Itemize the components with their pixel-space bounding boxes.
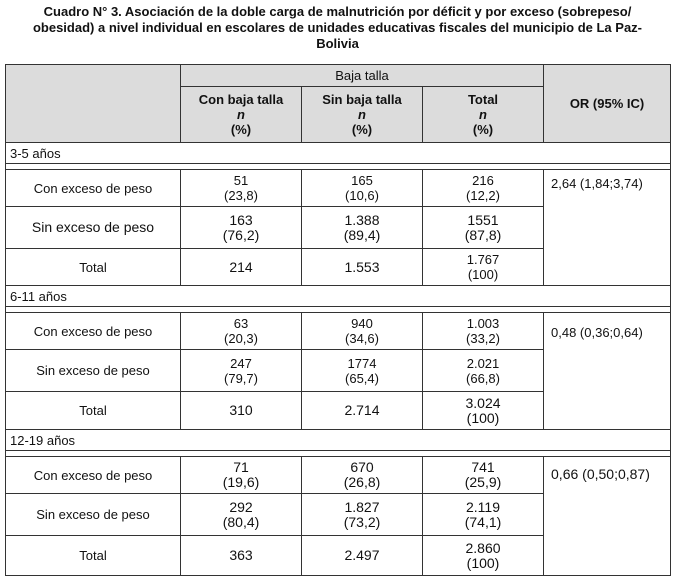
header-row-group <box>6 65 671 87</box>
cell-pct: (100) <box>466 409 500 426</box>
cell-n: 292 <box>229 498 253 515</box>
header-corner <box>6 65 181 87</box>
cell-n: 51 <box>233 173 249 188</box>
cell-n: 1551 <box>467 211 499 228</box>
header-col-label: Con baja talla <box>198 92 284 107</box>
cell <box>423 170 544 207</box>
cell-n: 71 <box>233 459 249 475</box>
cell <box>302 457 423 494</box>
cell-n: 2.860 <box>465 539 501 556</box>
section-row <box>6 143 671 164</box>
caption-line-1: Cuadro N° 3. Asociación de la doble carga de malnutrición por déficit y por exceso (sobrepeso/ <box>43 4 632 19</box>
cell: 1.553 <box>302 249 423 286</box>
cell-pct: (19,6) <box>222 474 260 490</box>
section-row <box>6 430 671 451</box>
cell <box>181 313 302 350</box>
cell-n: 163 <box>229 211 253 228</box>
cell: 2.497 <box>302 536 423 576</box>
cell-pct: (87,8) <box>464 226 502 243</box>
cell-pct: (10,6) <box>345 188 379 203</box>
cell <box>302 350 423 392</box>
table-caption <box>0 4 675 52</box>
row-label: Con exceso de peso <box>6 313 181 350</box>
cell: 2.714 <box>302 392 423 430</box>
header-col-label: Total <box>467 92 499 107</box>
cell <box>302 207 423 249</box>
cell <box>181 207 302 249</box>
cell-pct: (73,2) <box>343 513 381 530</box>
cell-n: 2.119 <box>466 498 500 515</box>
cell-pct: (89,4) <box>343 226 381 243</box>
cell-n: 1.388 <box>344 211 380 228</box>
row-label: Sin exceso de peso <box>6 494 181 536</box>
cell-n: 165 <box>351 173 373 188</box>
cell-n: 1.767 <box>466 252 500 267</box>
table-row <box>6 313 671 350</box>
header-col-n: n <box>358 107 366 122</box>
row-label: Sin exceso de peso <box>6 207 181 249</box>
section-title: 3-5 años <box>6 143 671 164</box>
cell-pct: (100) <box>467 267 499 282</box>
cell-pct: (65,4) <box>345 370 379 386</box>
cell-n: 2.021 <box>466 355 500 371</box>
header-col-pct: (%) <box>230 122 252 137</box>
cell-pct: (74,1) <box>464 513 502 530</box>
table-row <box>6 170 671 207</box>
cell-n: 741 <box>471 459 495 475</box>
table-row <box>6 457 671 494</box>
header-col-pct: (%) <box>351 122 373 137</box>
cell-n: 216 <box>472 173 494 188</box>
cell: 214 <box>181 249 302 286</box>
caption-line-2: obesidad) a nivel individual en escolares de unidades educativas fiscales del municipio de La Paz- <box>32 20 643 35</box>
header-col-n: n <box>479 107 487 122</box>
cell-pct: (23,8) <box>224 188 258 203</box>
header-col-sin-baja-talla <box>302 87 423 143</box>
cell <box>181 350 302 392</box>
header-col-pct: (%) <box>472 122 494 137</box>
header-col-total <box>423 87 544 143</box>
cell <box>423 313 544 350</box>
or-value: 0,66 (0,50;0,87) <box>544 457 671 576</box>
cell-pct: (80,4) <box>222 513 260 530</box>
cell <box>423 392 544 430</box>
cell-pct: (79,7) <box>224 370 258 386</box>
cell-pct: (26,8) <box>343 474 381 490</box>
or-value: 2,64 (1,84;3,74) <box>544 170 671 286</box>
row-label: Total <box>6 249 181 286</box>
cell-pct: (20,3) <box>224 331 258 346</box>
cell <box>302 170 423 207</box>
section-row <box>6 286 671 307</box>
cell <box>423 350 544 392</box>
header-col-n: n <box>237 107 245 122</box>
cell-pct: (12,2) <box>466 188 500 203</box>
cell <box>423 536 544 576</box>
cell-n: 670 <box>350 459 374 475</box>
header-group-label: Baja talla <box>181 65 544 87</box>
row-label: Sin exceso de peso <box>6 350 181 392</box>
section-title: 12-19 años <box>6 430 671 451</box>
cell <box>181 494 302 536</box>
cell-n: 1774 <box>347 355 377 371</box>
caption-line-3: Bolivia <box>316 36 359 51</box>
row-label: Con exceso de peso <box>6 170 181 207</box>
row-label: Total <box>6 536 181 576</box>
cell-n: 1.827 <box>344 498 380 515</box>
cell <box>423 207 544 249</box>
cell <box>181 170 302 207</box>
cell <box>302 494 423 536</box>
header-or: OR (95% IC) <box>544 65 671 143</box>
cell-pct: (66,8) <box>466 370 500 386</box>
section-title: 6-11 años <box>6 286 671 307</box>
cell-pct: (34,6) <box>345 331 379 346</box>
cell <box>181 457 302 494</box>
cell-n: 1.003 <box>466 316 500 331</box>
cell-n: 3.024 <box>465 394 501 411</box>
cell <box>423 494 544 536</box>
cell-pct: (76,2) <box>222 226 260 243</box>
header-col-con-baja-talla <box>181 87 302 143</box>
header-col-label: Sin baja talla <box>322 92 402 107</box>
cell-n: 940 <box>351 316 373 331</box>
row-label: Con exceso de peso <box>6 457 181 494</box>
cell-pct: (25,9) <box>464 474 502 490</box>
data-table <box>5 64 671 576</box>
header-corner-lower <box>6 87 181 143</box>
or-value: 0,48 (0,36;0,64) <box>544 313 671 430</box>
row-label: Total <box>6 392 181 430</box>
cell <box>423 249 544 286</box>
cell: 363 <box>181 536 302 576</box>
cell-n: 63 <box>233 316 249 331</box>
cell-n: 247 <box>230 355 252 371</box>
cell <box>423 457 544 494</box>
cell: 310 <box>181 392 302 430</box>
cell-pct: (33,2) <box>466 331 500 346</box>
cell <box>302 313 423 350</box>
cell-pct: (100) <box>466 554 500 571</box>
